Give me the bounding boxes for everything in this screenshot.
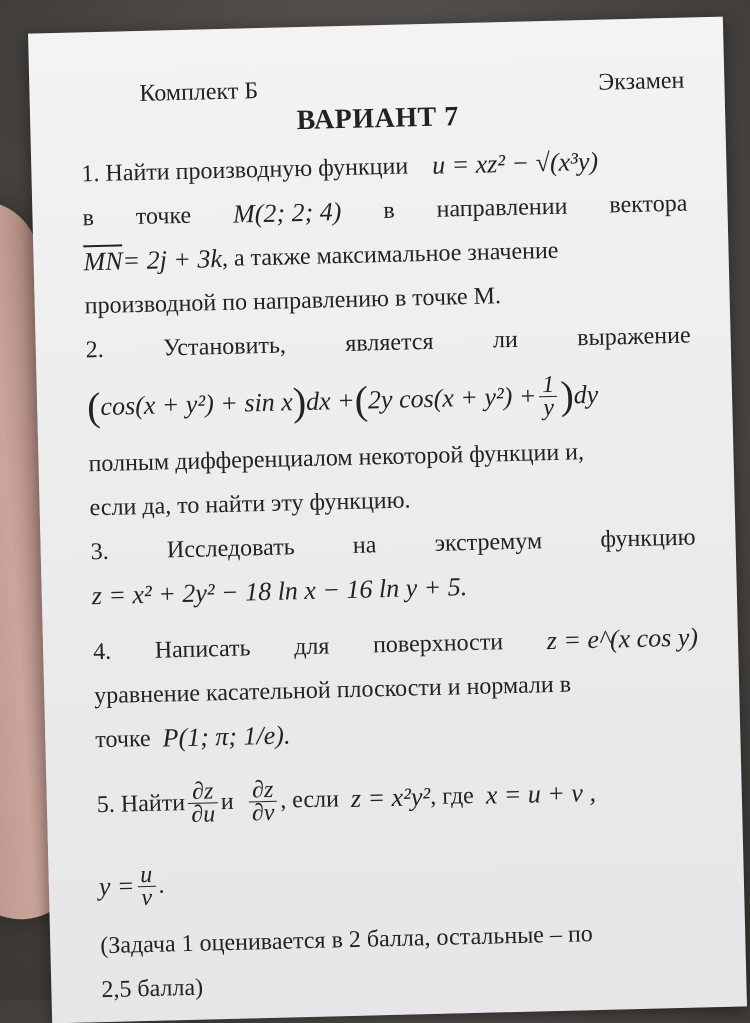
task3-function: z = x² + 2y² − 18 ln x − 16 ln y + 5. [91,572,468,611]
set-label: Комплект Б [139,78,259,107]
task5-derivative-u: $\frac{\partial z}{\partial u}$ [187,780,218,826]
task4-line1: 4. Написать для поверхности z = e^(x cos y) [93,615,699,674]
task3-line1: 3. Исследовать на экстремум функцию [90,524,696,566]
task5-line2: y = $\frac{u}{v}$ . [98,861,165,911]
tasks [81,138,707,1013]
task4-surface: z = e^(x cos y) [546,622,699,656]
task2-expression: ( cos(x + y²) + sin x ) dx + ( 2y cos(x + y²) + $\frac{1}{y}$ ) dy [86,371,599,430]
task1-function: u = xz² − √(x³y) [431,146,599,180]
task2-line4: если да, то найти эту функцию. [89,487,411,522]
task5-line1: 5. Найти $\frac{\partial z}{\partial u}$ и $\frac{\partial z}{\partial v}$ , если z = x²y² , где x = u + v , [96,776,597,828]
exam-card [28,17,747,1023]
task1-line4: производной по направлению в точке M. [84,283,502,320]
exam-label: Экзамен [598,67,685,96]
task1-line1: 1. Найти производную функции u = xz² − √(x³y) [81,138,687,197]
task4-line2: уравнение касательной плоскости и нормали в [93,671,572,710]
task5-derivative-v: $\frac{\partial z}{\partial v}$ [248,778,278,824]
grading-note-line2: 2,5 балла) [101,974,204,1004]
task2-line1: 2. Установить, является ли выражение [85,322,691,364]
variant-title: ВАРИАНТ 7 [296,101,460,137]
task1-line3: $\overline{MN}$ = 2j + 3k , а также максимальное значение [83,226,689,285]
card-header [139,67,685,107]
task4-line3: точке P(1; π; 1/e). [95,703,701,762]
task4-point: P(1; π; 1/e). [162,720,291,753]
task2-fraction: $\frac{1}{y}$ [539,373,558,418]
task1-vector: $\overline{MN}$ [83,246,123,277]
task1-line2: в точке M(2; 2; 4) в направлении вектора [82,182,688,241]
task5-y-fraction: $\frac{u}{v}$ [137,863,156,908]
task2-line3: полным дифференциалом некоторой функции и, [88,439,585,478]
task1-point: M(2; 2; 4) [232,197,342,229]
grading-note-line1: (Задача 1 оценивается в 2 балла, остальные – по [100,921,594,960]
